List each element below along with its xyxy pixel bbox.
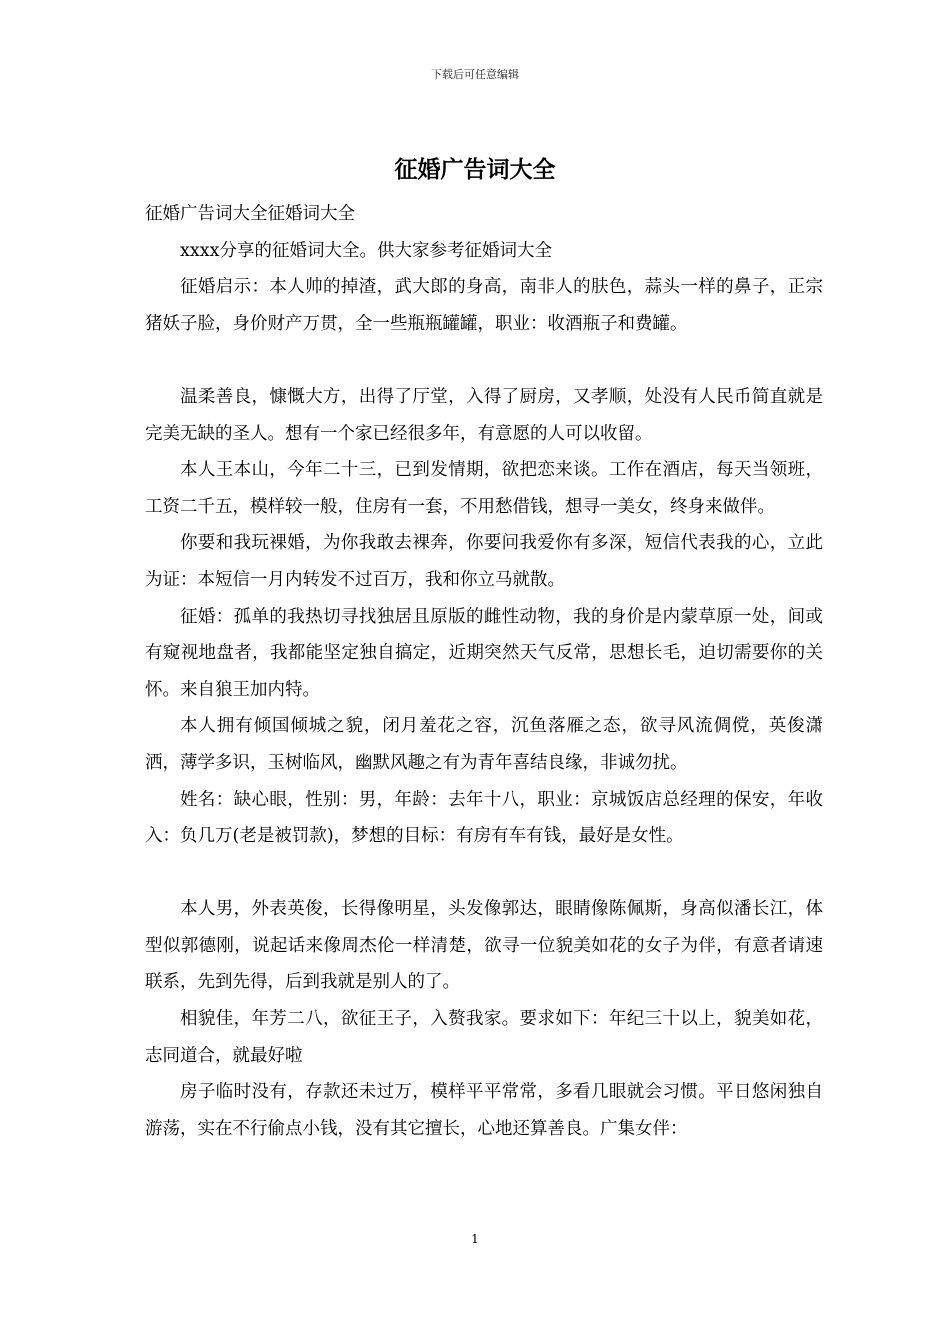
blank-line — [145, 855, 823, 892]
paragraph: 温柔善良，慷慨大方，出得了厅堂，入得了厨房，又孝顺，处没有人民币简直就是完美无缺的圣人。想有一个家已经很多年，有意愿的人可以收留。 — [145, 386, 823, 444]
paragraph: xxxx分享的征婚词大全。供大家参考征婚词大全 — [180, 240, 552, 261]
page-number: 1 — [471, 1232, 479, 1246]
paragraph: 房子临时没有，存款还未过万，模样平平常常，多看几眼就会习惯。平日悠闲独自游荡，实在不行偷点小钱，没有其它擅长，心地还算善良。广集女伴： — [145, 1082, 823, 1139]
paragraph: 本人王本山，今年二十三，已到发情期，欲把恋来谈。工作在酒店，每天当领班，工资二千五，模样较一般，住房有一套，不用愁借钱，想寻一美女，终身来做伴。 — [145, 460, 823, 517]
paragraph: 本人拥有倾国倾城之貌，闭月羞花之容，沉鱼落雁之态，欲寻风流倜傥，英俊潇洒，薄学多识，玉树临风，幽默风趣之有为青年喜结良缘，非诚勿扰。 — [145, 716, 823, 773]
paragraph: 本人男，外表英俊，长得像明星，头发像郭达，眼睛像陈佩斯，身高似潘长江，体型似郭德刚，说起话来像周杰伦一样清楚，欲寻一位貌美如花的女子为伴，有意者请速联系，先到先得，后到我就是别人的了。 — [145, 899, 823, 993]
document-title: 征婚广告词大全 — [394, 156, 556, 183]
paragraph: 相貌佳，年芳二八，欲征王子，入赘我家。要求如下：年纪三十以上，貌美如花，志同道合，就最好啦 — [145, 1009, 823, 1066]
paragraph: 征婚：孤单的我热切寻找独居且原版的雌性动物，我的身价是内蒙草原一处，间或有窥视地盘者，我都能坚定独自搞定，近期突然天气反常，思想长毛，迫切需要你的关怀。来自狼王加内特。 — [145, 606, 823, 700]
paragraph: 征婚广告词大全征婚词大全 — [145, 204, 355, 224]
blank-line — [145, 342, 823, 379]
paragraph: 你要和我玩裸婚，为你我敢去裸奔，你要问我爱你有多深，短信代表我的心，立此为证：本短信一月内转发不过百万，我和你立马就散。 — [145, 533, 823, 590]
page-header: 下载后可任意编辑 — [431, 68, 519, 81]
document-body — [145, 196, 823, 1147]
paragraph: 姓名：缺心眼，性别：男，年龄：去年十八，职业：京城饭店总经理的保安，年收入：负几万(老是被罚款)，梦想的目标：有房有车有钱，最好是女性。 — [145, 789, 823, 847]
paragraph: 征婚启示：本人帅的掉渣，武大郎的身高，南非人的肤色，蒜头一样的鼻子，正宗猪妖子脸，身价财产万贯，全一些瓶瓶罐罐，职业：收酒瓶子和费罐。 — [145, 277, 823, 334]
